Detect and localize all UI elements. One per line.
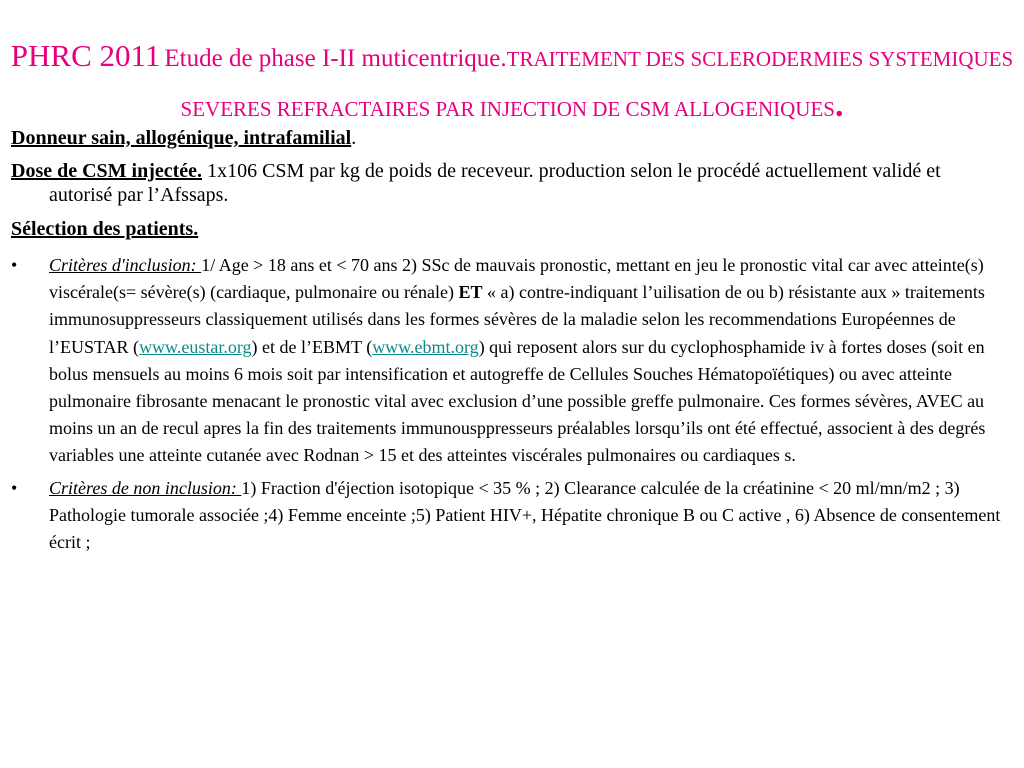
non-inclusion-label: Critères de non inclusion: (49, 477, 242, 498)
slide-body (11, 126, 1001, 556)
non-inclusion-bullet (11, 475, 1001, 557)
eustar-link[interactable]: www.eustar.org (139, 336, 252, 357)
non-inclusion-text: 1) Fraction d'éjection isotopique < 35 % ; 2) Clearance calculée de la créatinine < 20 ml/mn/m2 ; 3) Pathologie tumorale associée ;4) Femme enceinte ;5) Patient HIV+, Hépatite chronique B ou C active , 6) Absence de consentement écrit ; (49, 477, 1001, 553)
inclusion-bullet (11, 252, 1001, 470)
bullet-marker: • (11, 477, 18, 498)
selection-label: Sélection des patients. (11, 218, 199, 240)
donneur-paragraph (11, 126, 1001, 150)
ebmt-link[interactable]: www.ebmt.org (372, 336, 479, 357)
inclusion-text4: ) qui reposent alors sur du cyclophosphamide iv à fortes doses (soit en bolus mensuels au moins 6 mois soit par intensification et autogreffe de Cellules Souches Hématopoïétiques) ou avec atteinte pulmonaire fibrosante menacant le pronostic vital avec exclusion d’une possible greffe pulmonaire. Ces formes sévères, AVEC au moins un an de recul apres la fin des traitements immunousppresseurs préalables lorsqu’ils ont été effectué, associent à des degrés variables une atteinte cutanée avec Rodnan > 15 et des atteintes viscérales pulmonaires ou cardiaques s. (49, 336, 986, 466)
dose-paragraph (11, 159, 1001, 207)
title-part1: PHRC 2011 (10, 38, 161, 73)
title-part2: Etude de phase I-II muticentrique. (164, 45, 507, 72)
selection-heading (11, 217, 1001, 241)
inclusion-et: ET (458, 282, 483, 303)
inclusion-text1: 1/ Age > 18 ans et < 70 ans 2) SSc de mauvais pronostic, mettant en jeu le pronostic vital car avec atteinte(s) viscérale(s= sévère(s) (cardiaque, pulmonaire ou rénale) (49, 255, 984, 303)
slide-title (10, 34, 1014, 134)
inclusion-text3: ) et de l’EBMT ( (251, 336, 373, 357)
title-part3: TRAITEMENT DES SCLERODERMIES SYSTEMIQUES SEVERES REFRACTAIRES PAR INJECTION DE CSM ALLOGENIQUES (180, 47, 1014, 121)
inclusion-text2: « a) contre-indiquant l’uilisation de ou b) résistante aux » traitements immunosuppresseurs classiquement utilisés dans les formes sévères de la maladie selon les recommendations Européennes de l’EUSTAR ( (49, 282, 985, 357)
dose-text: 1x106 CSM par kg de poids de receveur. production selon le procédé actuellement validé et autorisé par l’Afssaps. (49, 160, 941, 206)
donneur-label: Donneur sain, allogénique, intrafamilial (11, 127, 352, 149)
donneur-suffix: . (351, 127, 357, 149)
bullet-marker: • (11, 255, 18, 275)
dose-label: Dose de CSM injectée. (11, 160, 203, 182)
title-part4: . (834, 87, 844, 124)
inclusion-label: Critères d'inclusion: (49, 255, 202, 275)
